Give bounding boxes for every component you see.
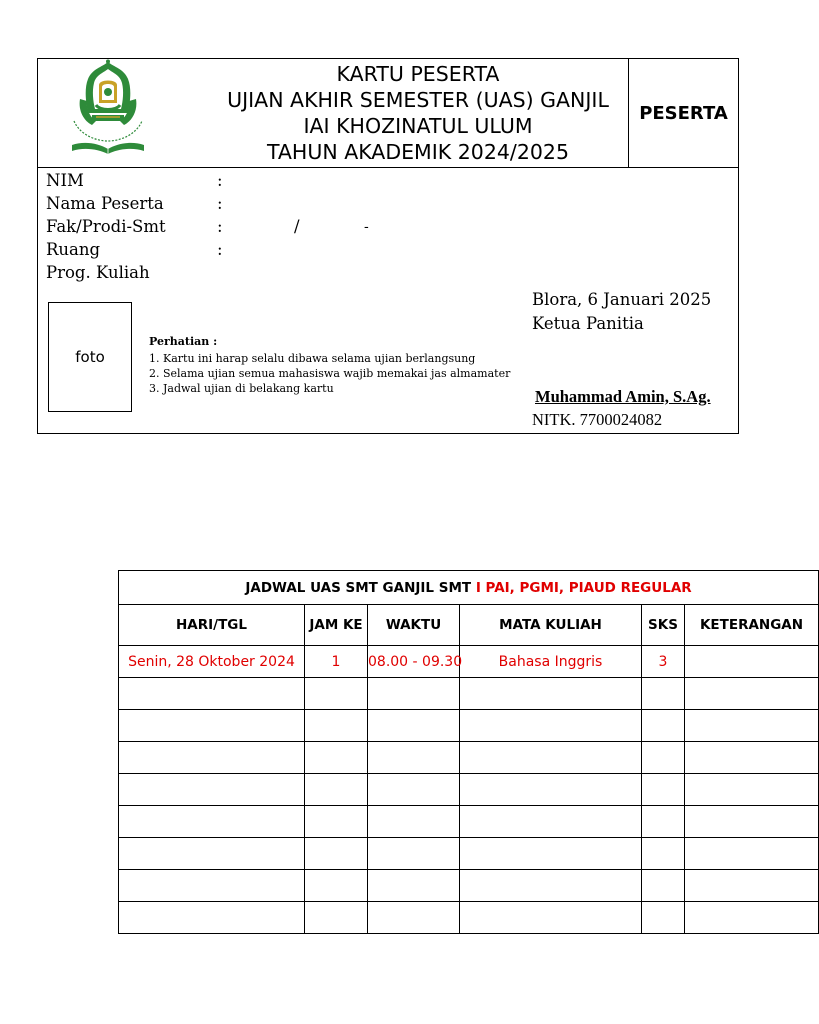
cell-hari-tgl (119, 774, 305, 806)
header-mata-kuliah: MATA KULIAH (460, 605, 642, 646)
cell-jam-ke (305, 774, 368, 806)
cell-sks (642, 838, 685, 870)
cell-hari-tgl (119, 742, 305, 774)
field-prog-kuliah (46, 263, 150, 283)
table-row (119, 838, 819, 870)
table-row (119, 710, 819, 742)
cell-mata-kuliah (460, 838, 642, 870)
field-colon: : (217, 217, 223, 236)
cell-mata-kuliah (460, 710, 642, 742)
field-fak-prodi-smt (46, 217, 369, 237)
header-waktu: WAKTU (368, 605, 460, 646)
cell-waktu (368, 806, 460, 838)
cell-keterangan (685, 646, 819, 678)
institution-logo-icon (66, 59, 150, 157)
cell-sks (642, 806, 685, 838)
cell-mata-kuliah: Bahasa Inggris (460, 646, 642, 678)
cell-mata-kuliah (460, 870, 642, 902)
cell-waktu (368, 838, 460, 870)
cell-sks (642, 774, 685, 806)
cell-jam-ke (305, 838, 368, 870)
field-label: Ruang (46, 240, 101, 259)
signer-name: Muhammad Amin, S.Ag. (535, 387, 711, 406)
cell-keterangan (685, 902, 819, 934)
title-line: IAI KHOZINATUL ULUM (303, 114, 533, 138)
header-sks: SKS (642, 605, 685, 646)
field-label: Prog. Kuliah (46, 263, 150, 282)
cell-hari-tgl (119, 838, 305, 870)
card-header (38, 59, 738, 168)
cell-sks (642, 870, 685, 902)
table-row (119, 806, 819, 838)
field-separator-dash: - (364, 219, 369, 235)
table-row (119, 902, 819, 934)
field-colon: : (217, 194, 223, 213)
cell-hari-tgl (119, 678, 305, 710)
field-colon: : (217, 171, 223, 190)
header-hari-tgl: HARI/TGL (119, 605, 305, 646)
table-row (119, 774, 819, 806)
card-title (198, 61, 638, 165)
cell-mata-kuliah (460, 806, 642, 838)
cell-hari-tgl (119, 870, 305, 902)
cell-hari-tgl (119, 806, 305, 838)
signature-header (532, 288, 711, 336)
title-line: TAHUN AKADEMIK 2024/2025 (266, 140, 570, 164)
cell-waktu (368, 710, 460, 742)
title-line: UJIAN AKHIR SEMESTER (UAS) GANJIL (227, 88, 609, 112)
cell-keterangan (685, 870, 819, 902)
signer-role: Ketua Panitia (532, 314, 644, 333)
cell-mata-kuliah (460, 742, 642, 774)
notes-heading: Perhatian : (149, 335, 218, 348)
photo-placeholder: foto (48, 302, 132, 412)
cell-waktu: 08.00 - 09.30 (368, 646, 460, 678)
cell-hari-tgl (119, 902, 305, 934)
cell-keterangan (685, 678, 819, 710)
header-keterangan: KETERANGAN (685, 605, 819, 646)
field-ruang (46, 240, 223, 260)
note-item: 3. Jadwal ujian di belakang kartu (149, 382, 334, 395)
schedule-title-highlight: I PAI, PGMI, PIAUD REGULAR (475, 579, 692, 596)
cell-jam-ke (305, 678, 368, 710)
note-item: 2. Selama ujian semua mahasiswa wajib memakai jas almamater (149, 367, 511, 380)
cell-mata-kuliah (460, 678, 642, 710)
table-row (119, 870, 819, 902)
note-item: 1. Kartu ini harap selalu dibawa selama ujian berlangsung (149, 352, 476, 365)
table-row (119, 678, 819, 710)
cell-waktu (368, 678, 460, 710)
signer-nitk: NITK. 7700024082 (532, 410, 663, 429)
cell-hari-tgl (119, 710, 305, 742)
table-row (119, 742, 819, 774)
field-separator-slash: / (294, 217, 300, 236)
cell-jam-ke (305, 710, 368, 742)
field-nama-peserta (46, 194, 223, 214)
cell-waktu (368, 870, 460, 902)
cell-jam-ke (305, 806, 368, 838)
exam-card (37, 58, 739, 434)
title-line: KARTU PESERTA (336, 62, 500, 86)
cell-keterangan (685, 710, 819, 742)
cell-keterangan (685, 742, 819, 774)
cell-keterangan (685, 774, 819, 806)
cell-waktu (368, 774, 460, 806)
cell-waktu (368, 742, 460, 774)
cell-keterangan (685, 838, 819, 870)
cell-jam-ke: 1 (305, 646, 368, 678)
header-jam-ke: JAM KE (305, 605, 368, 646)
notes-block (149, 334, 510, 396)
cell-sks (642, 710, 685, 742)
schedule-title-prefix: JADWAL UAS SMT GANJIL SMT (245, 579, 472, 596)
cell-jam-ke (305, 902, 368, 934)
field-label: NIM (46, 171, 84, 190)
peserta-label: PESERTA (628, 59, 738, 167)
field-label: Nama Peserta (46, 194, 164, 213)
table-row (119, 646, 819, 678)
field-colon: : (217, 240, 223, 259)
field-label: Fak/Prodi-Smt (46, 217, 166, 236)
cell-waktu (368, 902, 460, 934)
cell-mata-kuliah (460, 902, 642, 934)
cell-sks: 3 (642, 646, 685, 678)
schedule-header-row (119, 605, 819, 646)
cell-mata-kuliah (460, 774, 642, 806)
cell-jam-ke (305, 742, 368, 774)
schedule-table (118, 570, 819, 934)
cell-hari-tgl: Senin, 28 Oktober 2024 (119, 646, 305, 678)
schedule-title (119, 571, 819, 605)
cell-sks (642, 742, 685, 774)
cell-sks (642, 902, 685, 934)
cell-sks (642, 678, 685, 710)
cell-keterangan (685, 806, 819, 838)
place-date: Blora, 6 Januari 2025 (532, 290, 712, 309)
cell-jam-ke (305, 870, 368, 902)
field-nim (46, 171, 223, 191)
